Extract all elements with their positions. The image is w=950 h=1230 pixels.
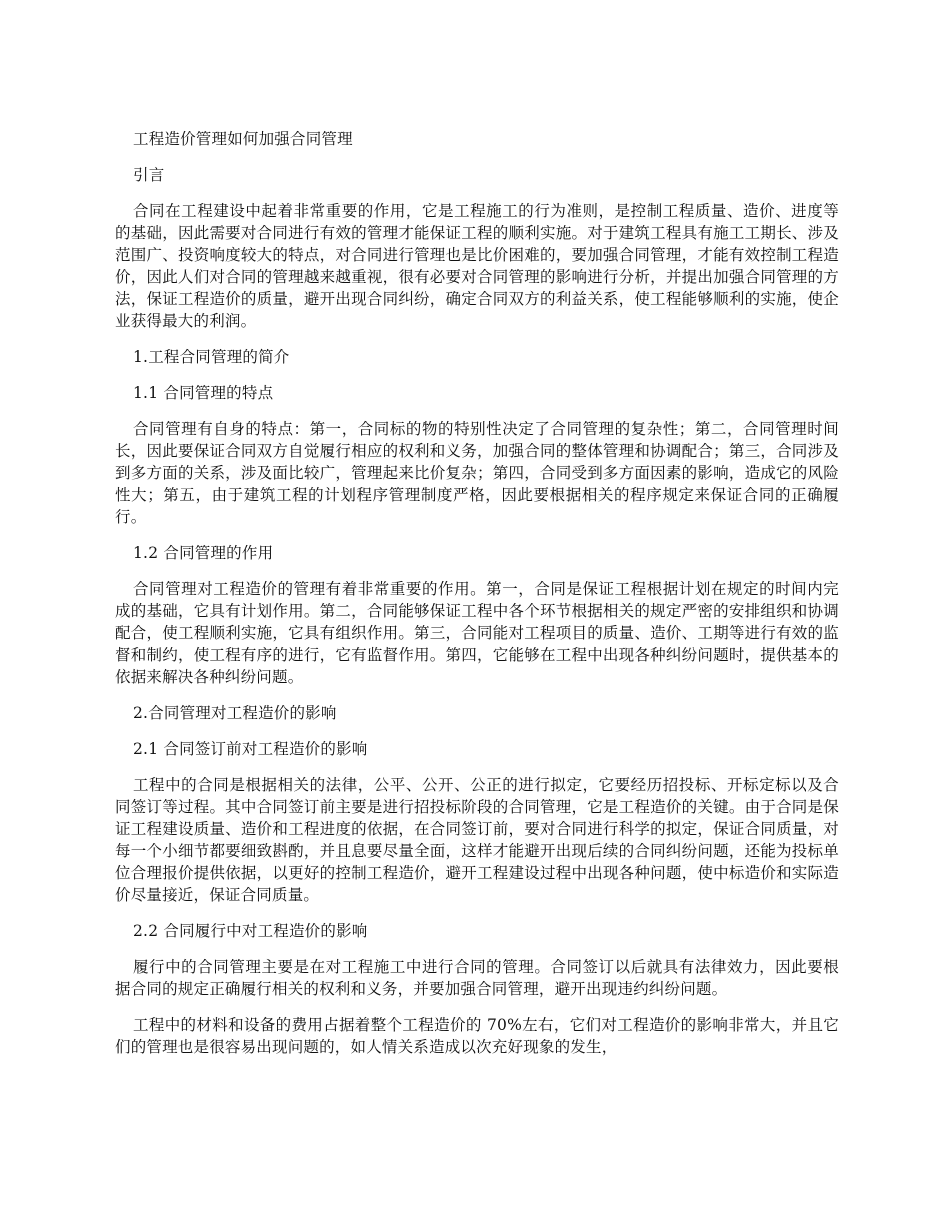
paragraph: 合同在工程建设中起着非常重要的作用，它是工程施工的行为准则，是控制工程质量、造价、进度等的基础，因此需要对合同进行有效的管理才能保证工程的顺利实施。对于建筑工程具有施工工期长、涉及范围广、投资响度较大的特点，对合同进行管理也是比价困难的，要加强合同管理，才能有效控制工程造价，因此人们对合同的管理越来越重视，很有必要对合同管理的影响进行分析，并提出加强合同管理的方法，保证工程造价的质量，避开出现合同纠纷，确定合同双方的利益关系，使工程能够顺利的实施，使企业获得最大的利润。 bbox=[115, 202, 839, 330]
section-heading-2-1: 2.1 合同签订前对工程造价的影响 bbox=[133, 740, 368, 758]
section-heading-intro: 引言 bbox=[133, 166, 165, 184]
paragraph: 工程中的材料和设备的费用占据着整个工程造价的 70%左右，它们对工程造价的影响非常大，并且它们的管理也是很容易出现问题的，如人情关系造成以次充好现象的发生， bbox=[115, 1016, 839, 1056]
section-heading-1-1: 1.1 合同管理的特点 bbox=[133, 384, 274, 402]
paragraph: 履行中的合同管理主要是在对工程施工中进行合同的管理。合同签订以后就具有法律效力，因此要根据合同的规定正确履行相关的权利和义务，并要加强合同管理，避开出现违约纠纷问题。 bbox=[115, 958, 839, 998]
section-heading-2: 2.合同管理对工程造价的影响 bbox=[133, 704, 337, 722]
paragraph: 工程中的合同是根据相关的法律，公平、公开、公正的进行拟定，它要经历招投标、开标定标以及合同签订等过程。其中合同签订前主要是进行招投标阶段的合同管理，它是工程造价的关键。由于合同是保证工程建设质量、造价和工程进度的依据，在合同签订前，要对合同进行科学的拟定，保证合同质量，对每一个小细节都要细致斟酌，并且息要尽量全面，这样才能避开出现后续的合同纠纷问题，还能为投标单位合理报价提供依据，以更好的控制工程造价，避开工程建设过程中出现各种问题，使中标造价和实际造价尽量接近，保证合同质量。 bbox=[115, 776, 839, 904]
section-heading-1-2: 1.2 合同管理的作用 bbox=[133, 544, 274, 562]
document-page bbox=[115, 128, 839, 1072]
section-heading-2-2: 2.2 合同履行中对工程造价的影响 bbox=[133, 922, 368, 940]
document-title: 工程造价管理如何加强合同管理 bbox=[133, 130, 353, 148]
paragraph: 合同管理对工程造价的管理有着非常重要的作用。第一，合同是保证工程根据计划在规定的时间内完成的基础，它具有计划作用。第二，合同能够保证工程中各个环节根据相关的规定严密的安排组织和协调配合，使工程顺利实施，它具有组织作用。第三，合同能对工程项目的质量、造价、工期等进行有效的监督和制约，使工程有序的进行，它有监督作用。第四，它能够在工程中出现各种纠纷问题时，提供基本的依据来解决各种纠纷问题。 bbox=[115, 580, 839, 686]
paragraph: 合同管理有自身的特点：第一，合同标的物的特别性决定了合同管理的复杂性；第二，合同管理时间长，因此要保证合同双方自觉履行相应的权利和义务，加强合同的整体管理和协调配合；第三，合同涉及到多方面的关系，涉及面比较广，管理起来比价复杂；第四，合同受到多方面因素的影响，造成它的风险性大；第五，由于建筑工程的计划程序管理制度严格，因此要根据相关的程序规定来保证合同的正确履行。 bbox=[115, 420, 839, 526]
section-heading-1: 1.工程合同管理的简介 bbox=[133, 348, 290, 366]
